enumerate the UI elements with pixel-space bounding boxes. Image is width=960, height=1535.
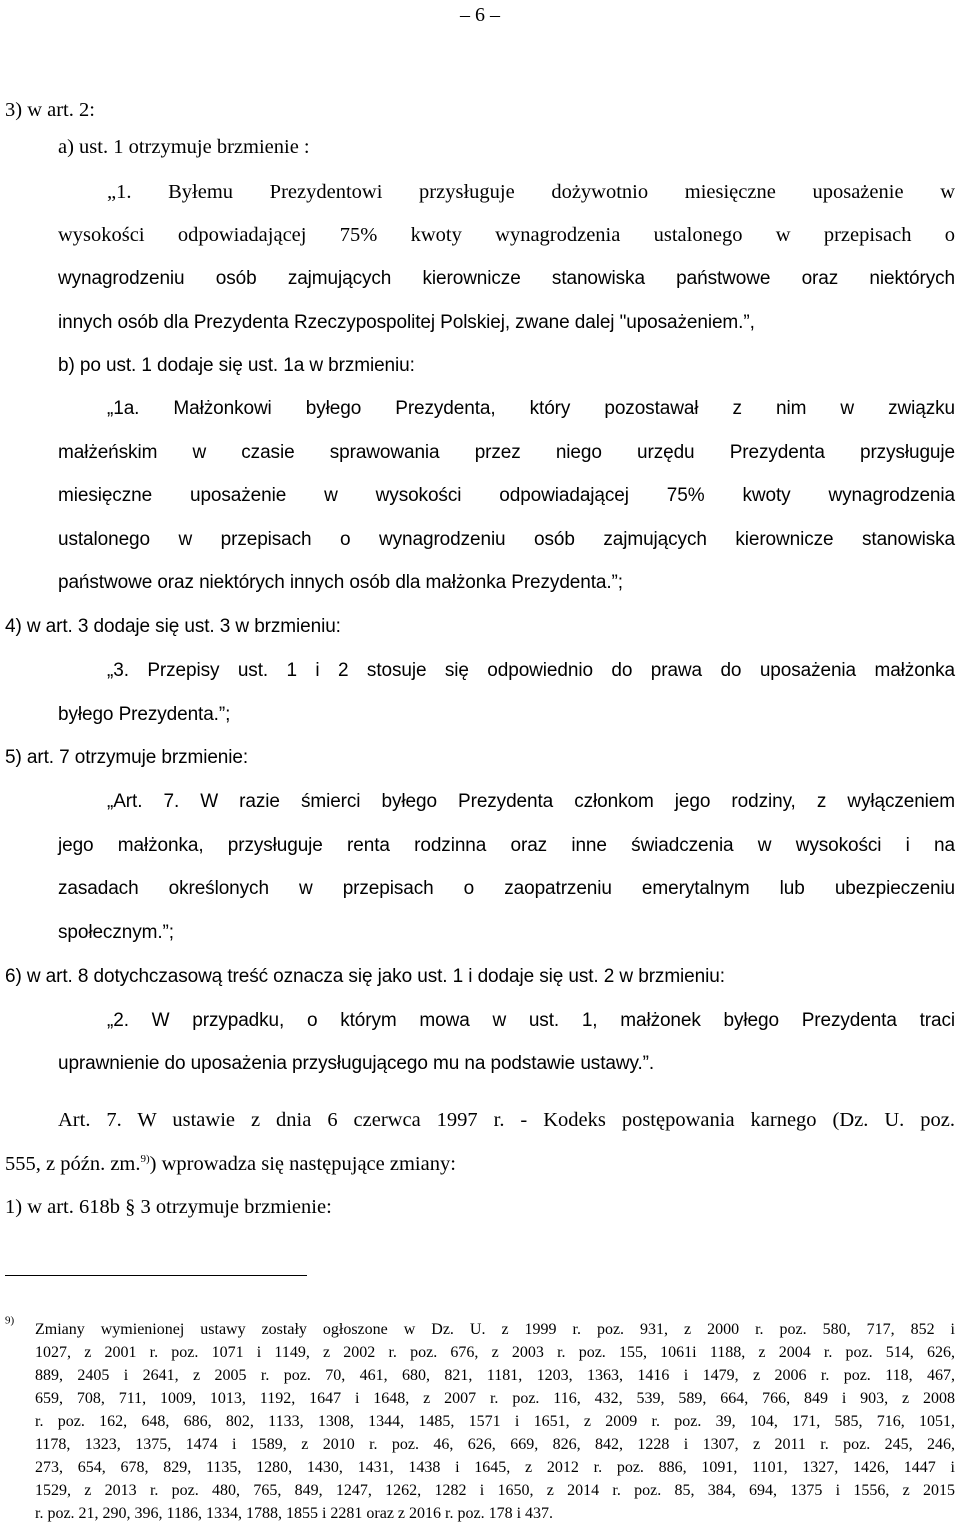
footnote-line: 273, 654, 678, 829, 1135, 1280, 1430, 1431, 1438 i 1645, z 2012 r. poz. 886, 1091, 1101, 1327, 1426, 1447 i <box>35 1459 955 1476</box>
quote-line: ustalonego w przepisach o wynagrodzeniu osób zajmujących kierownicze stanowiska <box>58 529 955 550</box>
article-7-intro-continued: 555, z późn. zm.$^{9)}$) wprowadza się następujące zmiany: <box>5 1153 456 1175</box>
quote-line: zasadach określonych w przepisach o zaopatrzeniu emerytalnym lub ubezpieczeniu <box>58 878 955 899</box>
quote-line: wysokości odpowiadającej 75% kwoty wynagrodzenia ustalonego w przepisach o <box>58 224 955 246</box>
item-3b-heading: b) po ust. 1 dodaje się ust. 1a w brzmieniu: <box>58 355 415 376</box>
item-3-heading: 3) w art. 2: <box>5 99 95 121</box>
footnote-line: Zmiany wymienionej ustawy zostały ogłoszone w Dz. U. z 1999 r. poz. 931, z 2000 r. poz. 580, 717, 852 i <box>35 1321 955 1338</box>
item-6-heading: 6) w art. 8 dotychczasową treść oznacza się jako ust. 1 i dodaje się ust. 2 w brzmieniu: <box>5 966 725 987</box>
item-4-heading: 4) w art. 3 dodaje się ust. 3 w brzmieniu: <box>5 616 341 637</box>
footnote-line: r. poz. 21, 290, 396, 1186, 1334, 1788, 1855 i 2281 oraz z 2016 r. poz. 178 i 437. <box>35 1505 554 1522</box>
quote-line: uprawnienie do uposażenia przysługującego mu na podstawie ustawy.”. <box>58 1053 655 1074</box>
page-number: – 6 – <box>460 4 500 26</box>
quote-line: jego małżonka, przysługuje renta rodzinna oraz inne świadczenia w wysokości i na <box>58 835 955 856</box>
footnote-line: 659, 708, 711, 1009, 1013, 1192, 1647 i 1648, z 2007 r. poz. 116, 432, 539, 589, 664, 766, 849 i 903, z 2008 <box>35 1390 955 1407</box>
footnote-line: r. poz. 162, 648, 686, 802, 1133, 1308, 1344, 1485, 1571 i 1651, z 2009 r. poz. 39, 104, 171, 585, 716, 1051, <box>35 1413 955 1430</box>
quote-line: „3. Przepisy ust. 1 i 2 stosuje się odpowiednio do prawa do uposażenia małżonka <box>107 660 955 681</box>
quote-line: byłego Prezydenta.”; <box>58 704 231 725</box>
footnote-line: 1178, 1323, 1375, 1474 i 1589, z 2010 r. poz. 46, 626, 669, 826, 842, 1228 i 1307, z 2011 r. poz. 245, 246, <box>35 1436 955 1453</box>
quote-line: innych osób dla Prezydenta Rzeczypospolitej Polskiej, zwane dalej "uposażeniem.”, <box>58 312 755 333</box>
item-5-heading: 5) art. 7 otrzymuje brzmienie: <box>5 747 249 768</box>
quote-line: miesięczne uposażenie w wysokości odpowiadającej 75% kwoty wynagrodzenia <box>58 485 955 506</box>
footnote-line: 1529, z 2013 r. poz. 480, 765, 849, 1247, 1262, 1282 i 1650, z 2014 r. poz. 85, 384, 694, 1375 i 1556, z 2015 <box>35 1482 955 1499</box>
quote-line: społecznym.”; <box>58 922 174 943</box>
quote-line: wynagrodzeniu osób zajmujących kierownicze stanowiska państwowe oraz niektórych <box>58 268 955 289</box>
quote-line: „Art. 7. W razie śmierci byłego Prezydenta członkom jego rodziny, z wyłączeniem <box>107 791 955 812</box>
footnote-line: 1027, z 2001 r. poz. 1071 i 1149, z 2002 r. poz. 676, z 2003 r. poz. 155, 1061i 1188, z 2004 r. poz. 514, 626, <box>35 1344 955 1361</box>
item-3a-heading: a) ust. 1 otrzymuje brzmienie : <box>58 136 310 158</box>
quote-line: państwowe oraz niektórych innych osób dla małżonka Prezydenta.”; <box>58 572 623 593</box>
article-7-item-1: 1) w art. 618b § 3 otrzymuje brzmienie: <box>5 1196 332 1218</box>
footnote-ref[interactable]: 9) <box>140 1153 150 1166</box>
quote-line: „1. Byłemu Prezydentowi przysługuje dożywotnio miesięczne uposażenie w <box>107 181 955 203</box>
footnote-separator <box>5 1275 307 1276</box>
footnote-line: 889, 2405 i 2641, z 2005 r. poz. 70, 461, 680, 821, 1181, 1203, 1363, 1416 i 1479, z 2006 r. poz. 118, 467, <box>35 1367 955 1384</box>
footnote-marker: 9) <box>5 1314 15 1327</box>
quote-line: „1a. Małżonkowi byłego Prezydenta, który pozostawał z nim w związku <box>107 398 955 419</box>
quote-line: małżeńskim w czasie sprawowania przez niego urzędu Prezydenta przysługuje <box>58 442 955 463</box>
quote-line: „2. W przypadku, o którym mowa w ust. 1, małżonek byłego Prezydenta traci <box>107 1010 955 1031</box>
article-7-intro: Art. 7. W ustawie z dnia 6 czerwca 1997 r. - Kodeks postępowania karnego (Dz. U. poz. <box>58 1109 955 1131</box>
